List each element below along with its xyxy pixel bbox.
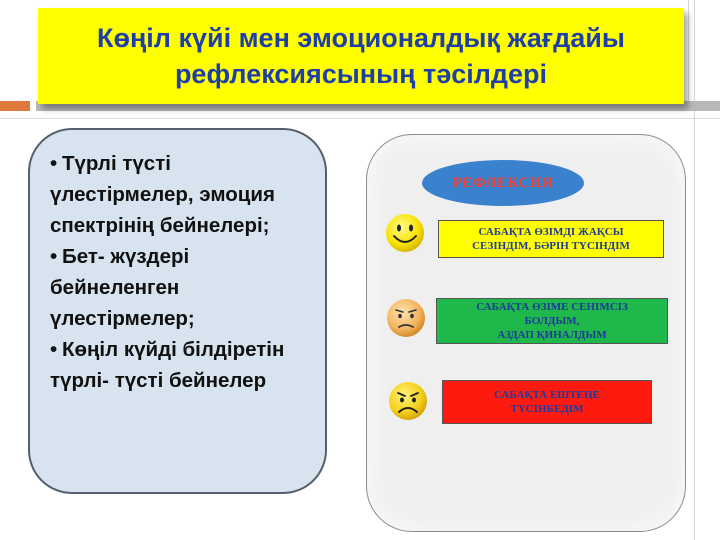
sad-face-icon: [387, 380, 429, 422]
bullet-text: Бет- жүздері бейнеленген үлестірмелер;: [50, 245, 195, 330]
bullet-text: Түрлі түсті үлестірмелер, эмоция спектрінің бейнелері;: [50, 152, 275, 237]
bullet-item: [50, 334, 313, 396]
neutral-face-icon: [385, 297, 427, 339]
slide-title: Көңіл күйі мен эмоционалдық жағдайы рефлексиясының тәсілдері: [97, 23, 625, 89]
happy-face-icon: [384, 212, 426, 254]
oval-label: РЕФЛЕКСИЯ: [452, 174, 554, 191]
reflection-oval: [422, 160, 584, 206]
bullet-dot-icon: •: [50, 152, 58, 175]
bullet-item: [50, 241, 313, 334]
title-box: [38, 8, 684, 104]
bullet-item: [50, 148, 313, 241]
reflection-label-bad: САБАҚТА ЕШТЕҢЕ ТҮСІНБЕДІМ: [442, 380, 652, 424]
decorative-line: [694, 0, 695, 540]
decorative-line: [688, 0, 689, 102]
reflection-label-neutral: САБАҚТА ӨЗІМЕ СЕНІМСІЗ БОЛДЫМ, АЗДАП ҚИНАЛДЫМ: [436, 298, 668, 344]
bullet-list: [50, 148, 313, 396]
bullet-panel: [28, 128, 327, 494]
decorative-line: [0, 118, 720, 119]
reflection-label-good: САБАҚТА ӨЗІМДІ ЖАҚСЫ СЕЗІНДІМ, БӘРІН ТҮСІНДІМ: [438, 220, 664, 258]
bullet-text: Көңіл күйді білдіретін түрлі- түсті бейнелер: [50, 338, 285, 392]
bullet-dot-icon: •: [50, 338, 58, 361]
bullet-dot-icon: •: [50, 245, 58, 268]
accent-bar: [0, 101, 30, 111]
